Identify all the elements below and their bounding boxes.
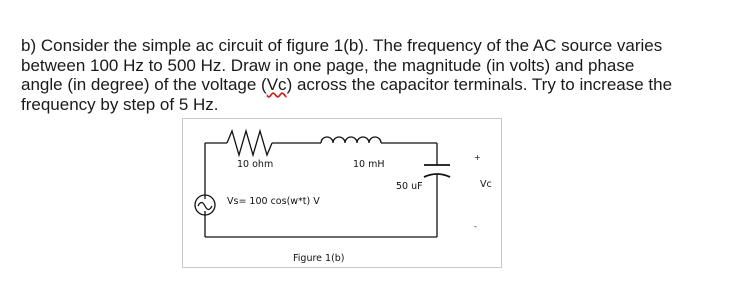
ac-source-wave xyxy=(198,203,212,210)
question-line-3-end: ) across the capacitor terminals. Try to increase the xyxy=(286,75,673,94)
inductor-label: 10 mH xyxy=(353,159,385,170)
inductor-symbol xyxy=(321,137,381,143)
source-label: Vs= 100 cos(w*t) V xyxy=(227,196,320,207)
capacitor-label: 50 uF xyxy=(396,181,423,192)
question-text xyxy=(21,36,711,114)
figure-caption: Figure 1(b) xyxy=(293,253,345,264)
question-line-4: frequency by step of 5 Hz. xyxy=(21,94,219,114)
resistor-label: 10 ohm xyxy=(237,159,274,170)
question-line-1: b) Consider the simple ac circuit of figure 1(b). The frequency of the AC source varies xyxy=(21,36,663,55)
plus-sign: + xyxy=(474,153,481,162)
resistor-symbol xyxy=(227,131,272,155)
circuit-figure xyxy=(182,118,502,268)
question-line-3 xyxy=(21,75,711,95)
circuit-diagram xyxy=(183,119,503,269)
question-line-2: between 100 Hz to 500 Hz. Draw in one page, the magnitude (in volts) and phase xyxy=(21,55,635,75)
minus-sign: - xyxy=(474,222,477,231)
vc-spellcheck-word: Vc xyxy=(266,75,287,94)
question-line-3-start: angle (in degree) of the voltage ( xyxy=(21,75,267,94)
vc-label: Vc xyxy=(480,179,492,190)
